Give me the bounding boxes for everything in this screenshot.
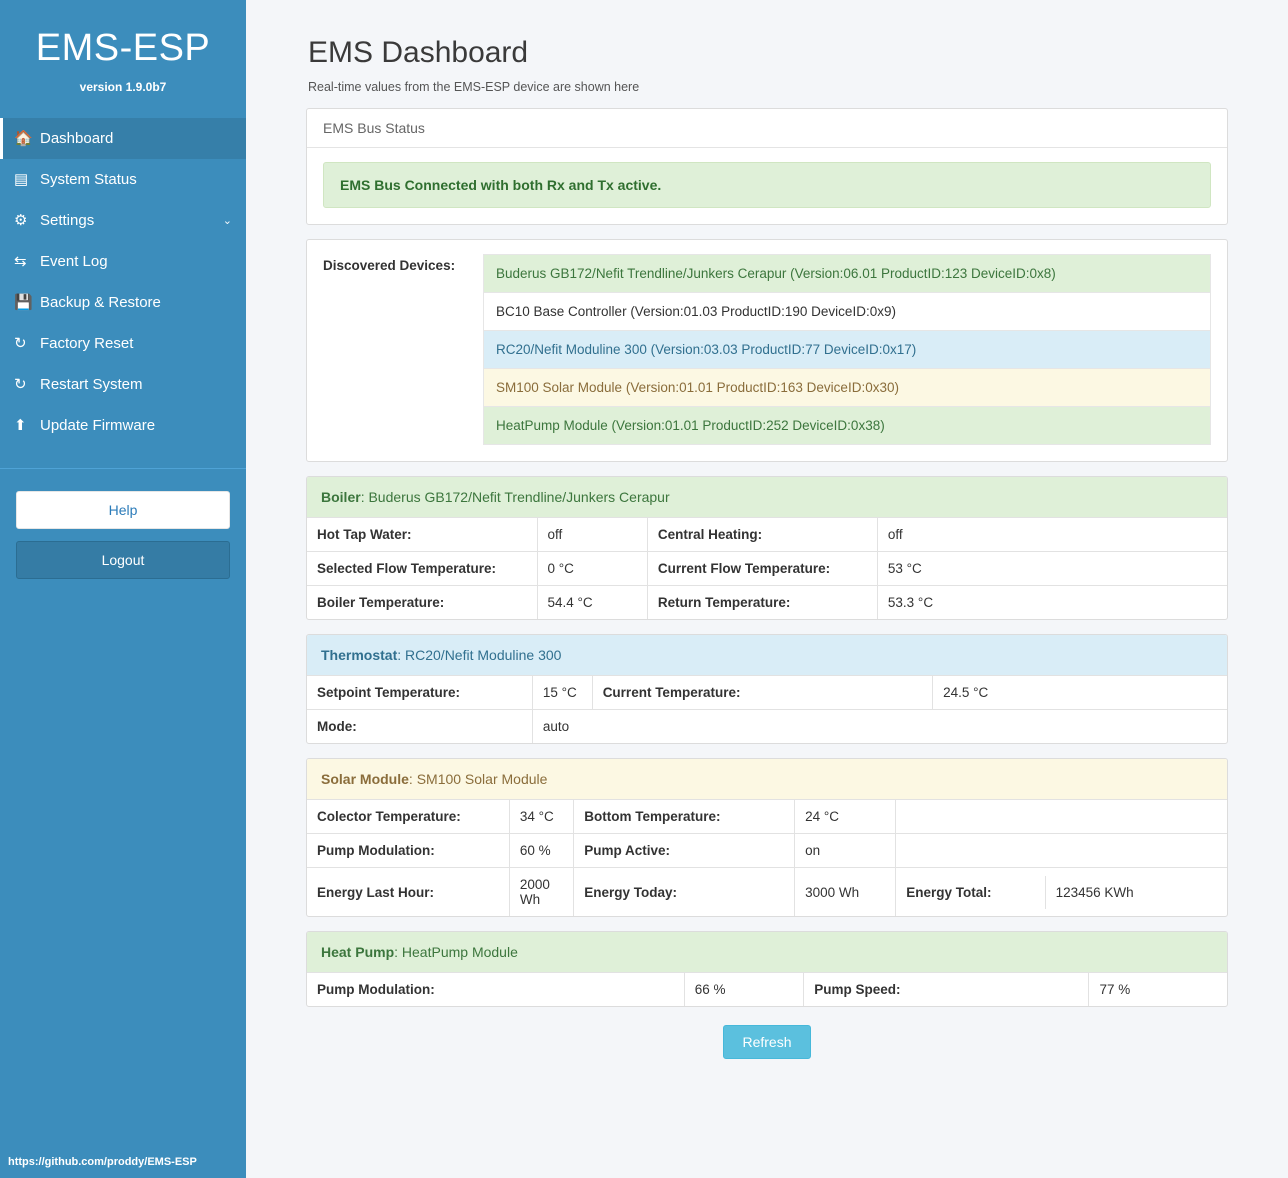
table-row: [896, 876, 1227, 909]
card-header: [307, 932, 1227, 972]
cell-value: off: [537, 518, 647, 552]
devices-row: [323, 254, 1211, 445]
cell-key: Energy Total:: [896, 876, 1045, 909]
cell-key: Bottom Temperature:: [574, 800, 795, 834]
cell-value: 60 %: [509, 834, 573, 868]
cell-key: Return Temperature:: [647, 586, 877, 620]
main-content: [246, 0, 1288, 1178]
card-title: Thermostat: [321, 647, 398, 663]
card-header: [307, 477, 1227, 517]
card-subtitle: SM100 Solar Module: [416, 771, 548, 787]
cell-value: auto: [532, 710, 1227, 744]
card-subtitle: Buderus GB172/Nefit Trendline/Junkers Cerapur: [368, 489, 670, 505]
cell-value: off: [877, 518, 1227, 552]
restart-icon: ↻: [14, 375, 27, 393]
card-separator: :: [397, 647, 406, 663]
panel-body: [307, 148, 1227, 224]
discovered-devices-panel: [306, 239, 1228, 462]
cell-value: 53.3 °C: [877, 586, 1227, 620]
refresh-wrapper: [306, 1025, 1228, 1059]
cell-value: 77 %: [1089, 973, 1227, 1007]
panel-body: [307, 240, 1227, 461]
refresh-button[interactable]: Refresh: [723, 1025, 810, 1059]
table-row: [307, 518, 1227, 552]
gear-icon: ⚙: [14, 211, 28, 229]
bus-status-alert: EMS Bus Connected with both Rx and Tx active.: [323, 162, 1211, 208]
sidebar-item-label: Update Firmware: [40, 416, 156, 434]
boiler-table: [307, 517, 1227, 619]
table-row: [307, 710, 1227, 744]
sidebar-item-dashboard[interactable]: [0, 118, 246, 159]
thermostat-card: [306, 634, 1228, 744]
cell-key: Hot Tap Water:: [307, 518, 537, 552]
cell-key: Setpoint Temperature:: [307, 676, 532, 710]
panel-header: EMS Bus Status: [307, 109, 1227, 148]
home-icon: 🏠: [14, 129, 33, 147]
thermostat-table: [307, 675, 1227, 743]
cell-value: 3000 Wh: [795, 868, 896, 917]
card-separator: :: [408, 771, 417, 787]
card-title: Heat Pump: [321, 944, 395, 960]
heatpump-table: [307, 972, 1227, 1006]
cell-value: 24 °C: [795, 800, 896, 834]
upload-icon: ⬆: [14, 416, 27, 434]
sidebar: [0, 0, 246, 1178]
cell-value: 34 °C: [509, 800, 573, 834]
page-title: EMS Dashboard: [308, 36, 529, 69]
sidebar-item-event-log[interactable]: [0, 241, 246, 282]
list-item: RC20/Nefit Moduline 300 (Version:03.03 ProductID:77 DeviceID:0x17): [484, 331, 1210, 369]
cell-key: Mode:: [307, 710, 532, 744]
cell-value: 53 °C: [877, 552, 1227, 586]
sidebar-item-label: Settings: [40, 211, 95, 229]
table-row: [307, 973, 1227, 1007]
cell-value: 0 °C: [537, 552, 647, 586]
card-header: [307, 635, 1227, 675]
chevron-down-icon: ⌄: [222, 214, 232, 227]
cell-key: Pump Active:: [574, 834, 795, 868]
table-row: [307, 552, 1227, 586]
sidebar-item-label: Event Log: [40, 252, 108, 270]
sidebar-item-system-status[interactable]: [0, 159, 246, 200]
cell-empty: [896, 834, 1227, 868]
cell-value: 15 °C: [532, 676, 592, 710]
card-separator: :: [394, 944, 402, 960]
sidebar-nav: [0, 118, 246, 446]
cell-value: 24.5 °C: [933, 676, 1227, 710]
card-subtitle: RC20/Nefit Moduline 300: [405, 647, 562, 663]
sidebar-item-restart-system[interactable]: [0, 364, 246, 405]
list-item: HeatPump Module (Version:01.01 ProductID:252 DeviceID:0x38): [484, 407, 1210, 445]
cell-key: Pump Modulation:: [307, 834, 509, 868]
sidebar-item-factory-reset[interactable]: [0, 323, 246, 364]
devices-label: Discovered Devices:: [323, 258, 456, 273]
sidebar-item-update-firmware[interactable]: [0, 405, 246, 446]
sidebar-item-label: Dashboard: [40, 129, 114, 147]
logout-button[interactable]: Logout: [16, 541, 230, 579]
help-button[interactable]: Help: [16, 491, 230, 529]
sidebar-item-label: Backup & Restore: [40, 293, 161, 311]
cell-value: on: [795, 834, 896, 868]
boiler-card: [306, 476, 1228, 620]
ems-bus-status-panel: [306, 108, 1228, 225]
list-item: Buderus GB172/Nefit Trendline/Junkers Cerapur (Version:06.01 ProductID:123 DeviceID:0x8): [484, 255, 1210, 293]
sidebar-item-label: Restart System: [40, 375, 143, 393]
sidebar-actions: [0, 469, 246, 579]
sidebar-item-label: Factory Reset: [40, 334, 134, 352]
cell-key: Selected Flow Temperature:: [307, 552, 537, 586]
card-separator: :: [360, 489, 369, 505]
table-row: [307, 800, 1227, 834]
cell-value: 66 %: [684, 973, 804, 1007]
table-row: [307, 868, 1227, 917]
sidebar-item-label: System Status: [40, 170, 137, 188]
brand-version: version 1.9.0b7: [79, 79, 167, 94]
list-item: BC10 Base Controller (Version:01.03 ProductID:190 DeviceID:0x9): [484, 293, 1210, 331]
cell-key: Pump Speed:: [804, 973, 1089, 1007]
cell-key: Energy Last Hour:: [307, 868, 509, 917]
cell-value: 123456 KWh: [1055, 884, 1134, 900]
cell-key: Current Flow Temperature:: [647, 552, 877, 586]
table-row: [307, 834, 1227, 868]
card-header: [307, 759, 1227, 799]
page-subtitle: Real-time values from the EMS-ESP device are shown here: [308, 80, 640, 94]
sidebar-footer-link[interactable]: https://github.com/proddy/EMS-ESP: [8, 1156, 197, 1168]
table-row: [307, 586, 1227, 620]
solar-module-card: [306, 758, 1228, 917]
cell-key: Energy Today:: [574, 868, 795, 917]
status-icon: ▤: [14, 170, 29, 188]
refresh-icon: ↻: [14, 334, 27, 352]
sidebar-item-settings[interactable]: [0, 200, 246, 241]
energy-total-table: [896, 876, 1227, 909]
heat-pump-card: [306, 931, 1228, 1007]
cell-key: Boiler Temperature:: [307, 586, 537, 620]
card-subtitle: HeatPump Module: [401, 944, 518, 960]
table-row: [307, 676, 1227, 710]
solar-table: [307, 799, 1227, 916]
cell-value: 54.4 °C: [537, 586, 647, 620]
cell-empty: [896, 800, 1227, 834]
exchange-icon: ⇆: [14, 252, 27, 270]
card-title: Boiler: [321, 489, 361, 505]
cell-value: 2000 Wh: [509, 868, 573, 917]
cell-key: Colector Temperature:: [307, 800, 509, 834]
cell-key: Central Heating:: [647, 518, 877, 552]
device-list: [483, 254, 1211, 445]
card-title: Solar Module: [321, 771, 409, 787]
cell-key: Pump Modulation:: [307, 973, 684, 1007]
cell-key: Current Temperature:: [592, 676, 932, 710]
brand: [0, 0, 246, 116]
list-item: SM100 Solar Module (Version:01.01 ProductID:163 DeviceID:0x30): [484, 369, 1210, 407]
save-icon: 💾: [14, 293, 33, 311]
sidebar-item-backup-restore[interactable]: [0, 282, 246, 323]
brand-title: EMS-ESP: [35, 27, 211, 69]
